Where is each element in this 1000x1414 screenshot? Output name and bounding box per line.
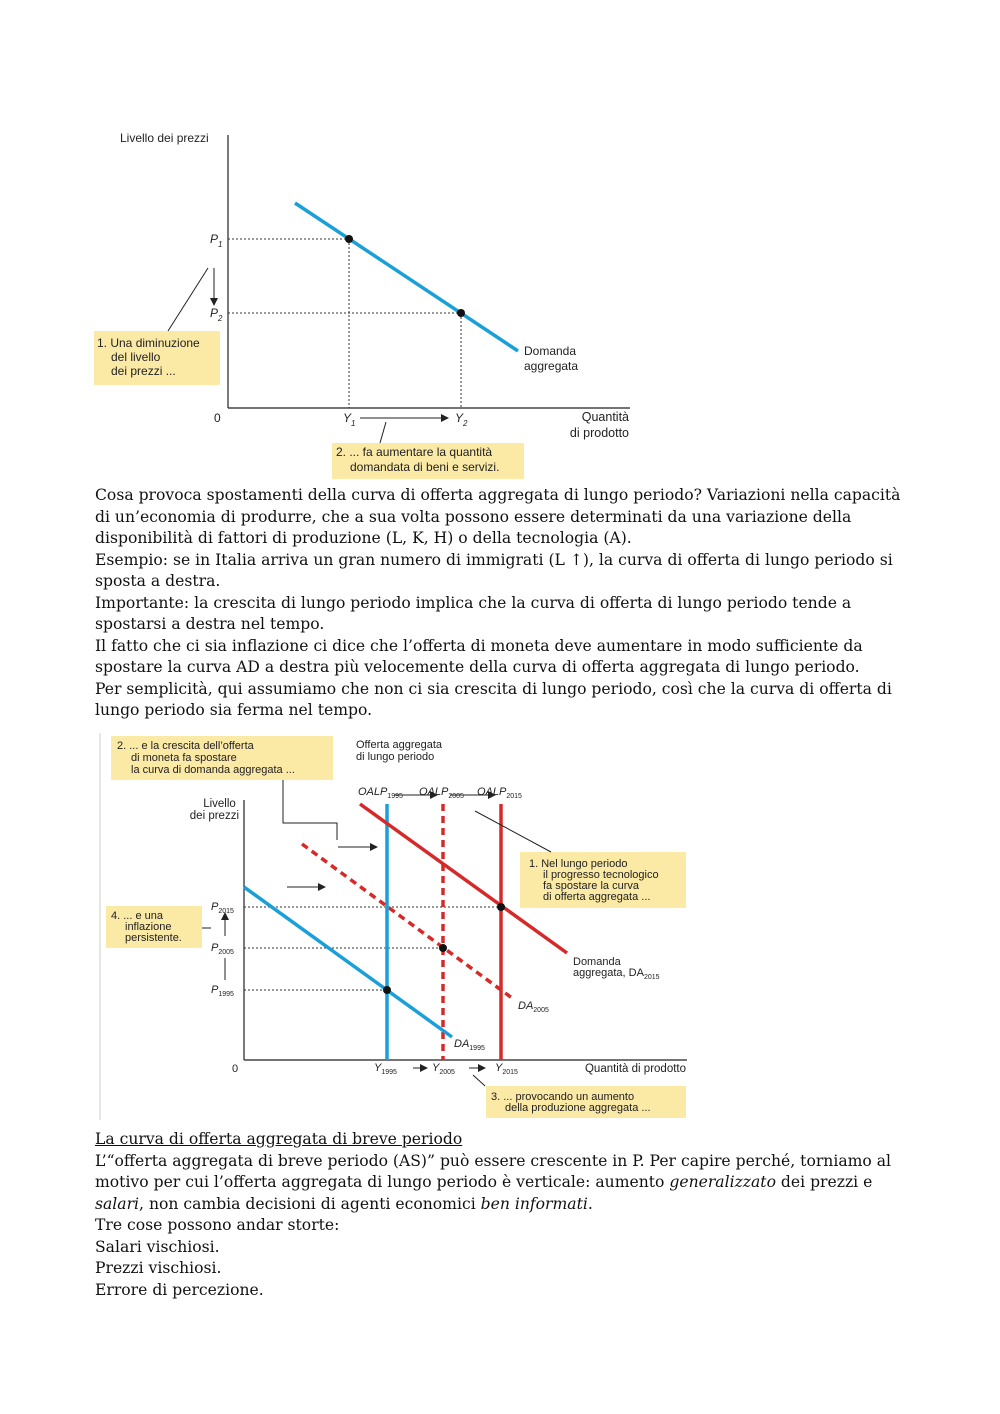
y2015-label: $Y_{2015}$ [495, 1062, 518, 1076]
paragraph-2: Esempio: se in Italia arriva un gran numero di immigrati (L ↑), la curva di offerta di lungo periodo si sposta a destra. [95, 550, 893, 590]
note1-leader [168, 268, 208, 331]
note3-text: 3. ... provocando un aumento della produzione aggregata ... [491, 1091, 651, 1114]
aggregate-demand-chart [90, 125, 650, 485]
demand-label-line2: aggregata [524, 359, 579, 373]
equilibrium-2005 [439, 944, 447, 952]
list-item: Salari vischiosi. [95, 1237, 220, 1256]
paragraph-3: Importante: la crescita di lungo periodo implica che la curva di offerta di lungo periodo tende a spostarsi a destra nel tempo. [95, 593, 852, 633]
y1-label: $Y_1$ [343, 411, 356, 428]
p2015-label: $P_{2015}$ [211, 901, 234, 915]
figure-long-run-growth [97, 730, 697, 1122]
x-axis-label: Quantità di prodotto [584, 1063, 686, 1075]
y2005-label: $Y_{2005}$ [432, 1062, 455, 1076]
x-axis-label-line1: Quantità [581, 410, 629, 424]
oalp-1995-label: $OALP_{1995}$ [358, 786, 403, 800]
note3-leader [473, 1075, 485, 1086]
paragraph-1: Cosa provoca spostamenti della curva di offerta aggregata di lungo periodo? Variazioni nella capacità di un’economia di produrre, che a sua volta possono essere determinati da una variazione della disponibilità di fattori di produzione (L, K, H) o della tecnologia (A). [95, 486, 901, 547]
y1995-label: $Y_{1995}$ [374, 1062, 397, 1076]
da-2015-label: Domanda aggregata, $DA_{2015}$ [573, 956, 660, 981]
list-item: Prezzi vischiosi. [95, 1259, 222, 1277]
lras-title: Offerta aggregata di lungo periodo [356, 739, 443, 763]
long-run-growth-chart [97, 730, 697, 1122]
demand-label-line1: Domanda [524, 344, 577, 358]
equilibrium-2015 [497, 903, 505, 911]
note4-text: 4. ... e una inflazione persistente. [111, 910, 182, 944]
da-2005-label: $DA_{2005}$ [518, 1000, 549, 1014]
y-axis-label: Livello dei prezzi [189, 798, 239, 822]
note1-text: 1. Una diminuzione del livello dei prezzi ... [97, 336, 200, 378]
x-axis-label-line2: di prodotto [569, 426, 629, 440]
y2-label: $Y_2$ [455, 411, 468, 428]
note1-text: 1. Nel lungo periodo il progresso tecnologico fa spostare la curva di offerta aggregata ... [529, 858, 659, 903]
p1995-label: $P_{1995}$ [211, 984, 234, 998]
y-axis-label: Livello dei prezzi [120, 131, 209, 145]
origin-label: 0 [232, 1063, 239, 1075]
da-2005-curve [302, 844, 512, 998]
point-2 [457, 309, 465, 317]
body-text-1 [95, 485, 915, 722]
p2005-label: $P_{2005}$ [211, 942, 234, 956]
section-paragraph-1: L’“offerta aggregata di breve periodo (AS)” può essere crescente in P. Per capire perché, torniamo al motivo per cui l’offerta aggregata di lungo periodo è verticale: aumento generalizzato dei prezzi e salari, non cambia decisioni di agenti economici ben informati. [95, 1151, 892, 1213]
p2-label: $P_2$ [210, 306, 223, 323]
equilibrium-1995 [383, 986, 391, 994]
section-paragraph-2: Tre cose possono andar storte: [95, 1216, 340, 1234]
da-1995-label: $DA_{1995}$ [454, 1038, 485, 1052]
oalp-2015-label: $OALP_{2015}$ [477, 786, 522, 800]
section-heading: La curva di offerta aggregata di breve periodo [95, 1130, 463, 1148]
p1-label: $P_1$ [210, 232, 223, 249]
point-1 [345, 235, 353, 243]
note1-leader [475, 811, 551, 852]
note2-leader [380, 422, 386, 443]
da-1995-curve [244, 887, 452, 1037]
note2-connector [283, 780, 337, 840]
paragraph-5: Per semplicità, qui assumiamo che non ci sia crescita di lungo periodo, così che la curva di offerta di lungo periodo sia ferma nel tempo. [95, 679, 892, 719]
origin-label: 0 [214, 411, 221, 425]
figure-aggregate-demand [90, 125, 650, 485]
note2-text: 2. ... fa aumentare la quantità domandata di beni e servizi. [336, 445, 500, 474]
body-text-2 [95, 1129, 915, 1301]
note2-text: 2. ... e la crescita dell’offerta di moneta fa spostare la curva di domanda aggregata ... [117, 740, 295, 776]
oalp-2005-label: $OALP_{2005}$ [419, 786, 464, 800]
paragraph-4: Il fatto che ci sia inflazione ci dice che l’offerta di moneta deve aumentare in modo sufficiente da spostare la curva AD a destra più velocemente della curva di offerta aggregata di lungo periodo. [95, 636, 863, 676]
demand-curve [295, 203, 518, 351]
list-item: Errore di percezione. [95, 1280, 264, 1299]
